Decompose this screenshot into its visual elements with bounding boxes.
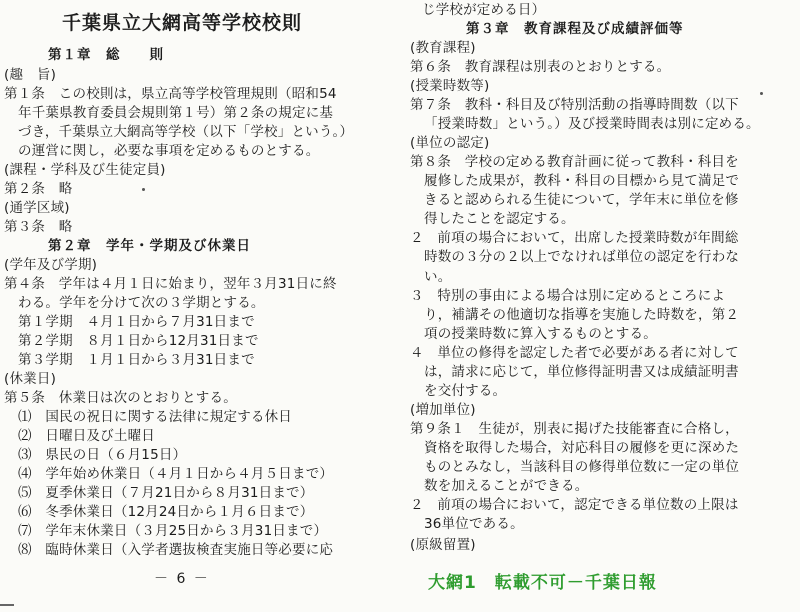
article-8-clause-3-line-3: 項の授業時数に算入するものとする。	[424, 326, 657, 342]
article-1-line-1: 第１条 この校則は，県立高等学校管理規則（昭和54	[4, 86, 337, 102]
scan-speck	[760, 92, 763, 95]
article-9-line-1: 第９条１ 生徒が，別表に掲げた技能審査に合格し，	[410, 421, 739, 437]
chapter-1-heading: 第１章 総 則	[48, 47, 164, 63]
article-9-line-2: 資格を取得した場合，対応科目の履修を更に深めた	[424, 440, 740, 456]
holiday-item-2: ⑵ 日曜日及び土曜日	[18, 428, 155, 444]
holiday-item-6: ⑹ 冬季休業日（12月24日から１月６日まで）	[18, 504, 314, 520]
article-9-line-3: ものとみなし，当該科目の修得単位数に一定の単位	[424, 459, 740, 475]
left-column	[4, 0, 400, 612]
page-number: － 6 －	[154, 571, 210, 587]
article-2: 第２条 略	[4, 181, 73, 197]
caption-district: (通学区域)	[4, 200, 70, 216]
article-8-clause-2-line-1: ２ 前項の場合において，出席した授業時数が年間総	[410, 230, 739, 246]
article-8-line-4: 得したことを認定する。	[424, 211, 575, 227]
article-8-line-3: きると認められる生徒について，学年末に単位を修	[424, 192, 739, 208]
article-7-line-1: 第７条 教科・科目及び特別活動の指導時間数（以下	[410, 97, 739, 113]
article-8-clause-2-line-2: 時数の３分の２以上でなければ単位の認定を行わな	[424, 249, 740, 265]
caption-additional-credit: (増加単位)	[410, 402, 476, 418]
article-8-clause-2-line-3: い。	[424, 269, 452, 285]
article-8-line-2: 履修した成果が，教科・科目の目標から見て満足で	[424, 173, 740, 189]
article-1-line-4: の運営に関し，必要な事項を定めるものとする。	[18, 143, 320, 159]
article-1-line-3: づき，千葉県立大網高等学校（以下「学校」という。）	[18, 124, 354, 140]
chapter-3-heading: 第３章 教育課程及び成績評価等	[466, 21, 684, 37]
article-7-line-2: 「授業時数」という。）及び授業時間表は別に定める。	[424, 116, 760, 132]
article-8-clause-4-line-2: は，請求に応じて，単位修得証明書又は成績証明書	[424, 364, 739, 380]
right-column	[410, 0, 798, 612]
chapter-2-heading: 第２章 学年・学期及び休業日	[48, 238, 251, 254]
article-3: 第３条 略	[4, 219, 73, 235]
article-9-line-4: 数を加えることができる。	[424, 478, 589, 494]
article-1-line-2: 年千葉県教育委員会規則第１号）第２条の規定に基	[18, 105, 334, 121]
article-8-line-1: 第８条 学校の定める教育計画に従って教科・科目を	[410, 154, 739, 170]
term-3: 第３学期 １月１日から３月31日まで	[18, 352, 255, 368]
scan-edge-mark	[0, 604, 14, 606]
holiday-item-7: ⑺ 学年末休業日（３月25日から３月31日まで）	[18, 523, 328, 539]
article-6: 第６条 教育課程は別表のとおりとする。	[410, 59, 671, 75]
article-9-clause-2-line-2: 36単位である。	[424, 516, 524, 532]
article-8-clause-3-line-2: り，補講その他適切な指導を実施した時数を，第２	[424, 307, 740, 323]
caption-year: (学年及び学期)	[4, 257, 98, 273]
article-8-clause-3-line-1: ３ 特別の事由による場合は別に定めるところによ	[410, 288, 726, 304]
holiday-item-5: ⑸ 夏季休業日（７月21日から８月31日まで）	[18, 485, 314, 501]
scan-speck	[142, 188, 145, 191]
caption-purpose: (趣 旨)	[4, 67, 57, 83]
term-2: 第２学期 ８月１日から12月31日まで	[18, 333, 259, 349]
document-title: 千葉県立大網高等学校校則	[62, 12, 303, 34]
article-8-clause-4-line-1: ４ 単位の修得を認定した者で必要がある者に対して	[410, 345, 739, 361]
holiday-item-1: ⑴ 国民の祝日に関する法律に規定する休日	[18, 409, 292, 425]
holiday-item-4: ⑷ 学年始め休業日（４月１日から４月５日まで）	[18, 466, 334, 482]
caption-credit: (単位の認定)	[410, 135, 490, 151]
caption-holiday: (休業日)	[4, 371, 57, 387]
caption-retention: (原級留置)	[410, 537, 476, 553]
holiday-item-3: ⑶ 県民の日（６月15日）	[18, 447, 187, 463]
article-5: 第５条 休業日は次のとおりとする。	[4, 390, 237, 406]
article-5-continuation: じ学校が定める日）	[422, 2, 546, 18]
reprint-stamp: 大網1 転載不可－千葉日報	[428, 573, 657, 593]
term-1: 第１学期 ４月１日から７月31日まで	[18, 314, 255, 330]
caption-hours: (授業時数等)	[410, 78, 490, 94]
article-4-line-1: 第４条 学年は４月１日に始まり，翌年３月31日に終	[4, 276, 337, 292]
holiday-item-8: ⑻ 臨時休業日（入学者選抜検査実施日等必要に応	[18, 542, 334, 558]
article-9-clause-2-line-1: ２ 前項の場合において，認定できる単位数の上限は	[410, 497, 739, 513]
caption-curriculum: (教育課程)	[410, 40, 476, 56]
caption-courses: (課程・学科及び生徒定員)	[4, 162, 166, 178]
article-8-clause-4-line-3: を交付する。	[424, 383, 507, 399]
article-4-line-2: わる。学年を分けて次の３学期とする。	[18, 295, 265, 311]
